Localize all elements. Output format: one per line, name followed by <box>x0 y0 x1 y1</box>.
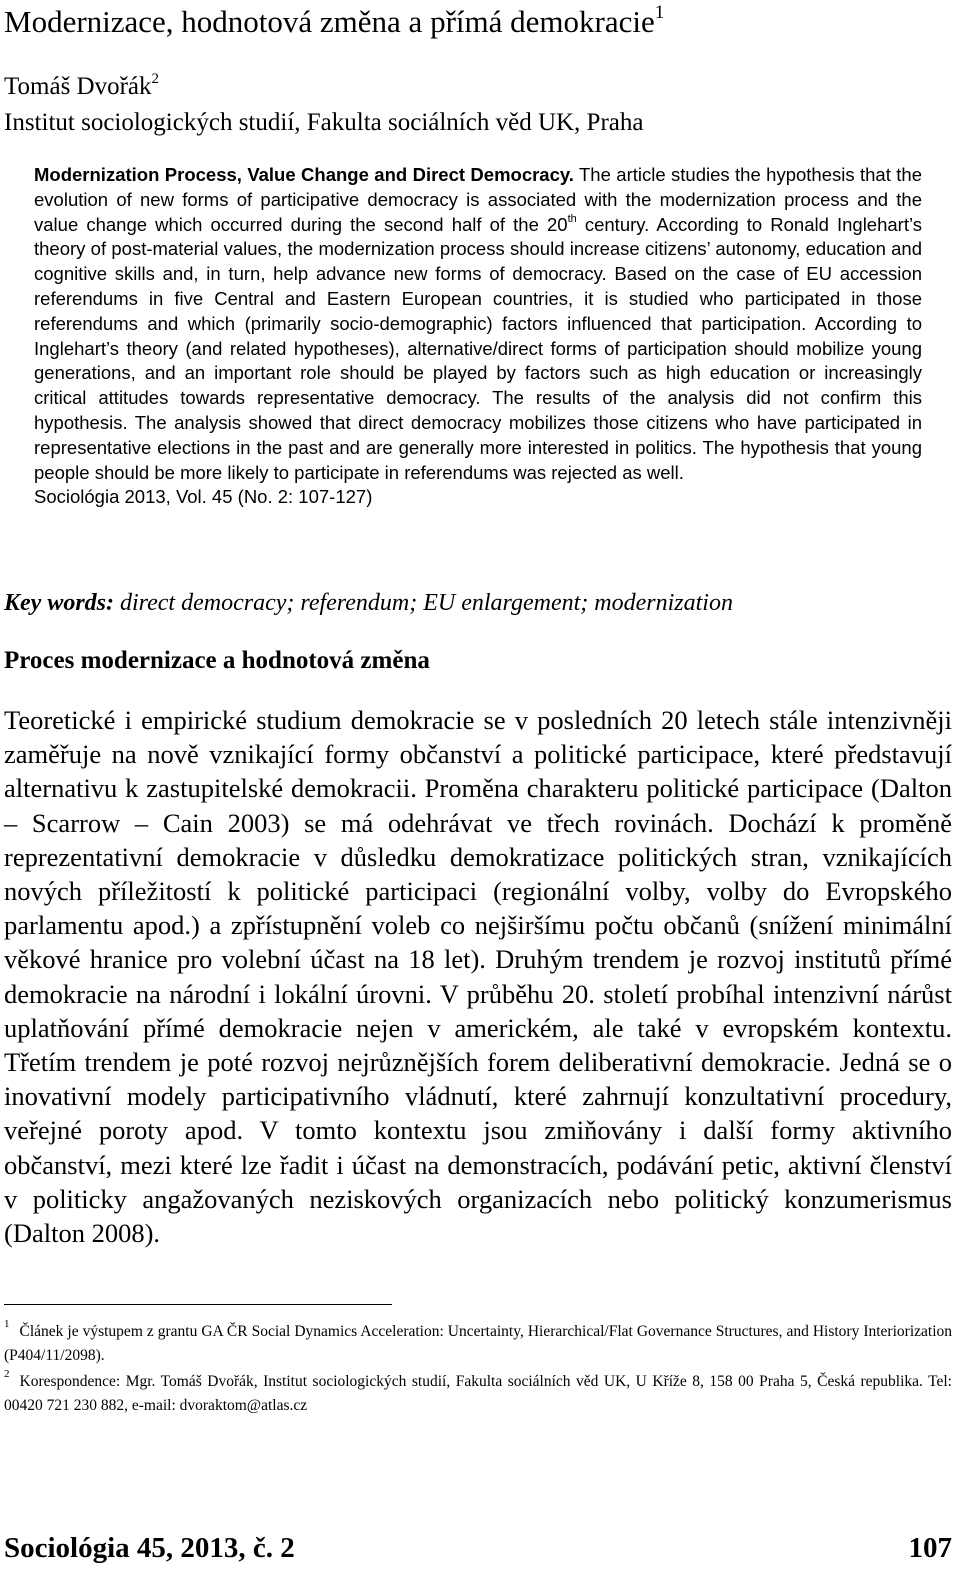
footnote-2-text: Korespondence: Mgr. Tomáš Dvořák, Institut sociologických studií, Fakulta sociálních věd UK, U Kříže 8, 158 00 Praha 5, Česká republika. Tel: 00420 721 230 882, e-mail: dvoraktom@atlas.cz <box>4 1373 952 1414</box>
page-number: 107 <box>908 1532 952 1564</box>
footnote-1 <box>4 1320 952 1368</box>
abstract-text-part-2: century. According to Ronald Inglehart’s theory of post-material values, the modernization process should increase citizens’ autonomy, education and cognitive skills and, in turn, help advance new forms of democracy. Based on the case of EU accession referendums in five Central and Eastern European countries, it is studied who participated in those referendums and which (primarily socio-demographic) factors influenced that participation. According to Inglehart’s theory (and related hypotheses), alternative/direct forms of participation should mobilize young generations, and an important role should be played by factors such as high education or increasingly critical attitudes towards representative democracy. The results of the analysis did not confirm this hypothesis. The analysis showed that direct democracy mobilizes those citizens who have participated in representative elections in the past and are generally more interested in politics. The hypothesis that young people should be more likely to participate in referendums was rejected as well. <box>34 213 923 483</box>
abstract-english-title: Modernization Process, Value Change and Direct Democracy. <box>34 164 574 185</box>
author-footnote-mark[interactable]: 2 <box>151 71 160 87</box>
body-paragraph: Teoretické i empirické studium demokracie se v posledních 20 letech stále intenzivněji zaměřuje na nově vznikající formy občanství a politické participace, které představují alternativu k zastupitelské demokracii. Proměna charakteru politické participace (Dalton – Scarrow – Cain 2003) se má odehrávat ve třech rovinách. Dochází k proměně reprezentativní demokracie v důsledku demokratizace politických stran, vznikajících nových příležitostí k politické participaci (regionální volby, volby do Evropského parlamentu apod.) a zpřístupnění voleb co nejširšímu počtu občanů (snížení minimální věkové hranice pro volební účast na 18 let). Druhým trendem je rozvoj institutů přímé demokracie na národní i lokální úrovni. V průběhu 20. století probíhal intenzivní nárůst uplatňování přímé demokracie nejen v americkém, ale také v evropském kontextu. Třetím trendem je poté rozvoj nejrůznějších forem deliberativní demokracie. Jedná se o inovativní modely participativního vládnutí, které zahrnují konzultativní procedury, veřejné poroty apod. V tomto kontextu jsou zmiňovány i další formy aktivního občanství, mezi které lze řadit i účast na demonstracích, podávání petic, aktivní členství v politicky angažovaných neziskových organizacích nebo politický konzumerismus (Dalton 2008). <box>4 705 952 1249</box>
author-name: Tomáš Dvořák <box>4 73 152 100</box>
abstract-citation: Sociológia 2013, Vol. 45 (No. 2: 107-127) <box>34 486 373 508</box>
journal-running-footer: Sociológia 45, 2013, č. 2 <box>4 1532 295 1564</box>
section-heading: Proces modernizace a hodnotová změna <box>4 647 430 674</box>
footnote-2-mark: 2 <box>4 1368 10 1380</box>
article-title <box>4 2 664 42</box>
footnote-1-mark: 1 <box>4 1318 10 1330</box>
footnote-divider <box>4 1304 392 1305</box>
keywords-text: direct democracy; referendum; EU enlargement; modernization <box>114 590 733 616</box>
author-line <box>4 72 159 102</box>
article-title-text: Modernizace, hodnotová změna a přímá demokracie <box>4 4 655 39</box>
keywords-label: Key words: <box>4 590 114 616</box>
abstract-ordinal-superscript: th <box>567 212 577 225</box>
footnote-2 <box>4 1370 952 1418</box>
abstract-text-part-1: The article studies the hypothesis that the evolution of new forms of participative democracy is associated with the modernization process and the value change which occurred during the second half of the 20 <box>34 164 922 235</box>
title-footnote-mark[interactable]: 1 <box>654 2 665 23</box>
keywords <box>4 587 733 619</box>
author-affiliation: Institut sociologických studií, Fakulta sociálních věd UK, Praha <box>4 109 644 136</box>
footnote-1-text: Článek je výstupem z grantu GA ČR Social Dynamics Acceleration: Uncertainty, Hierarchical/Flat Governance Structures, and History Interiorization (P404/11/2098). <box>4 1323 952 1364</box>
abstract <box>34 163 922 510</box>
